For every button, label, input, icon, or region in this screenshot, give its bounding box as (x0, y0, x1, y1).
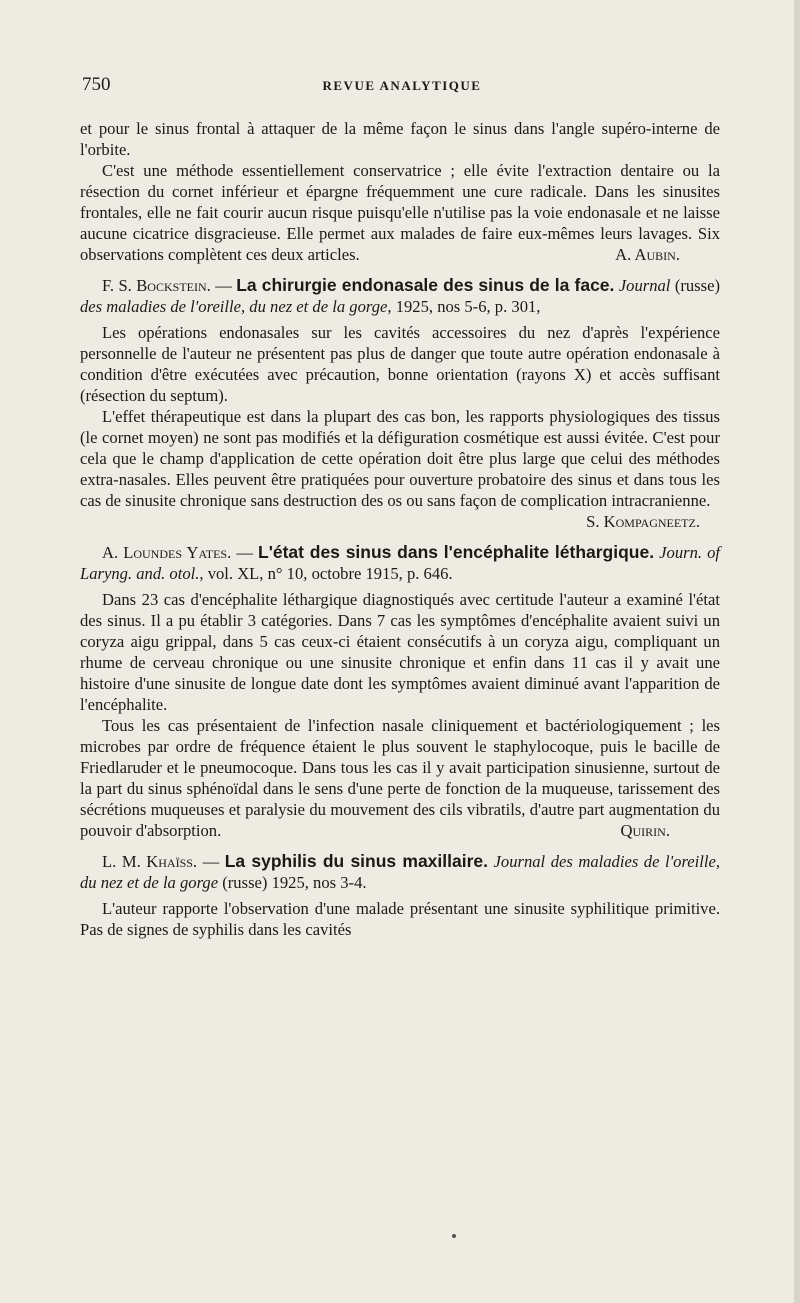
signature: Quirin. (620, 821, 670, 840)
page-number: 750 (82, 74, 111, 95)
reference-entry (80, 542, 720, 584)
running-title: REVUE ANALYTIQUE (322, 78, 482, 93)
reference-journal: Journ. of Laryng. and. otol. (80, 543, 721, 583)
paragraph: L'effet thérapeutique est dans la plupart des cas bon, les rapports physiologiques des tissus (le cornet moyen) ne sont pas modifiés et la défiguration cosmétique est aussi évitée. C'est pour cela que le champ d'application de cette opération doit être plus large que celui des méthodes extra-nasales. Elles peuvent être pratiquées pour ouverture probatoire des sinus et dans tous les cas de sinusite chronique sans destruction des os ou sans façon de complication intracranienne. (80, 407, 720, 510)
reference-journal-rest: des maladies de l'oreille, du nez et de la gorge (80, 297, 388, 316)
reference-entry (80, 275, 720, 317)
reference-title: La chirurgie endonasale des sinus de la face. (236, 275, 615, 295)
reference-journal: Journal (614, 276, 671, 295)
dash: — (231, 543, 258, 562)
paragraph: et pour le sinus frontal à attaquer de la même façon le sinus dans l'angle supéro-interne de l'orbite. (80, 119, 720, 159)
reference-language: (russe) (218, 873, 272, 892)
paragraph: Tous les cas présentaient de l'infection nasale cliniquement et bactériologiquement ; les microbes par ordre de fréquence étaient le plus souvent le staphylocoque, puis le bacille de Friedlaruder et le pneumocoque. Dans tous les cas il y avait participation sinusienne, surtout de la part du sinus sphénoïdal dans le sens d'une perte de fonction de la muqueuse, tarissement des sécrétions muqueuses et paralysie du mouvement des cils vibratils, d'autre part augmentation du pouvoir d'absorption. (80, 716, 720, 840)
reference-entry (80, 851, 720, 893)
reference-title: L'état des sinus dans l'encéphalite léthargique. (258, 542, 655, 562)
reference-author: F. S. Bockstein. (102, 276, 211, 295)
reference-journal: Journal des maladies de l'oreille, du nez et de la gorge (80, 852, 721, 892)
paragraph: Dans 23 cas d'encéphalite léthargique diagnostiqués avec certitude l'auteur a examiné l'état des sinus. Il a pu établir 3 catégories. Dans 7 cas les symptômes d'encéphalite avaient suivi un coryza aigu grippal, dans 5 cas ceux-ci étaient consécutifs à un coryza aigu, compliquant un rhume de cerveau chronique ou une sinusite chronique et enfin dans 11 cas il y avait une histoire d'une sinusite de longue date dont les symptômes avaient diminué avant l'apparition de l'encéphalite. (80, 590, 720, 714)
reference-author: A. Loundes Yates. (102, 543, 232, 562)
paragraph-text: C'est une méthode essentiellement conservatrice ; elle évite l'extraction dentaire ou la résection du cornet inférieur et épargne fréquemment une cure radicale. Dans les sinusites frontales, elle ne fait courir aucun risque puisqu'elle n'utilise pas la voie endonasale et ne laisse aucune cicatrice disgracieuse. Elle permet aux malades de faire eux-mêmes leurs lavages. Six observations complètent ces deux articles. (80, 161, 720, 264)
reference-title: La syphilis du sinus maxillaire. (224, 851, 489, 871)
page-header (82, 74, 722, 98)
paragraph: L'auteur rapporte l'observation d'une malade présentant une sinusite syphilitique primitive. Pas de signes de syphilis dans les cavités (80, 899, 720, 939)
reference-details: , vol. XL, n° 10, octobre 1915, p. 646. (199, 564, 453, 583)
signature: A. Aubin. (615, 245, 680, 264)
paragraph: Les opérations endonasales sur les cavités accessoires du nez d'après l'expérience personnelle de l'auteur ne présentent pas plus de danger que toute autre opération endonasale à condition d'être exécutées avec précaution, bonne orientation (rayons X) et accès suffisant (résection du septum). (80, 323, 720, 405)
page-edge (794, 0, 800, 1303)
dash: — (197, 852, 225, 871)
reference-language: (russe) (670, 276, 720, 295)
text-column (80, 118, 720, 940)
signature: S. Kompagneetz. (586, 512, 700, 531)
ink-speck (452, 1234, 456, 1238)
reference-author: L. M. Khaïss. (102, 852, 198, 871)
reference-details: , 1925, nos 5-6, p. 301, (387, 297, 541, 316)
reference-details: 1925, nos 3-4. (271, 873, 367, 892)
dash: — (210, 276, 237, 295)
